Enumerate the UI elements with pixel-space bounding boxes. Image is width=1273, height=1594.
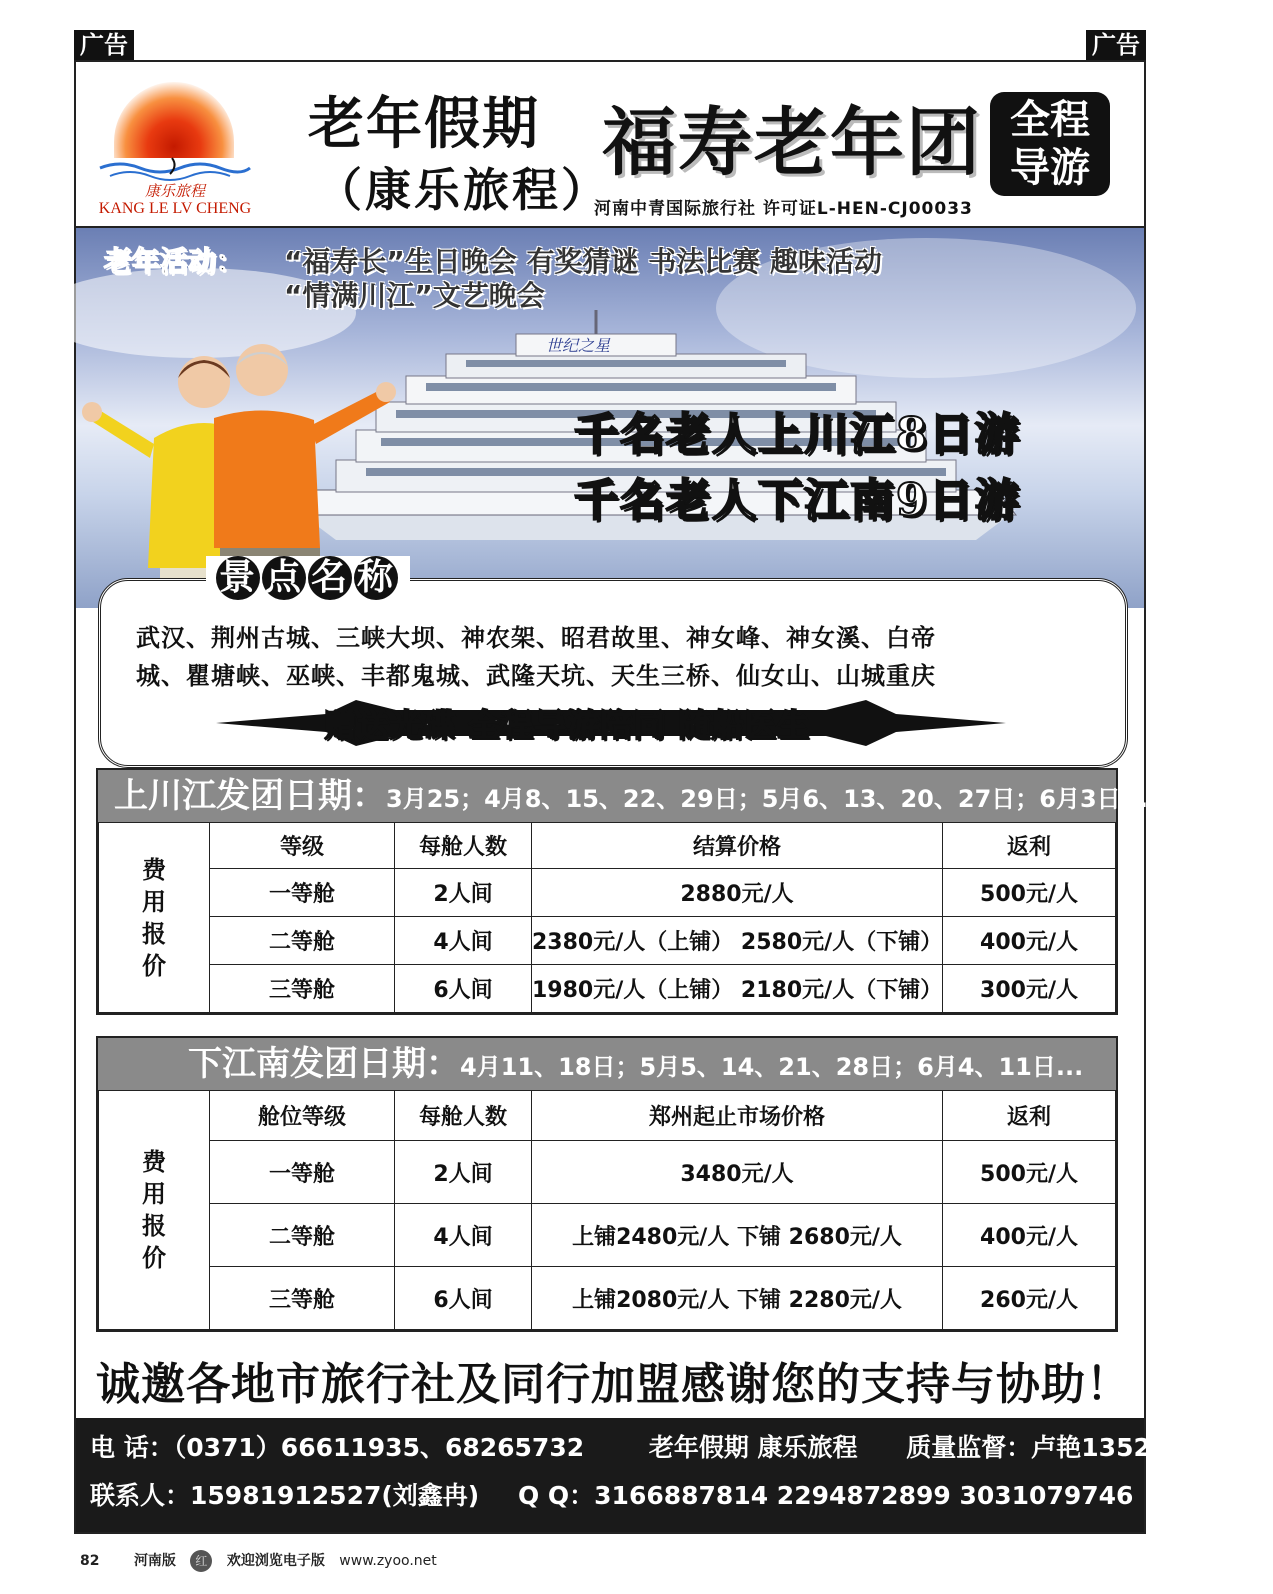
ad-header [76, 62, 1144, 228]
fee-label-char: 用 [142, 1180, 166, 1208]
cabin-occupancy: 6人间 [395, 965, 532, 1013]
rebate: 500元/人 [943, 1141, 1116, 1204]
cabin-occupancy: 2人间 [395, 1141, 532, 1204]
qq-numbers: 3166887814 2294872899 3031079746 [594, 1481, 1134, 1510]
scenic-spots-title [206, 556, 410, 600]
fee-label-char: 价 [142, 1244, 166, 1272]
tour-upstream-title: 千名老人上川江8日游 [574, 409, 1021, 460]
fee-label-char: 报 [142, 1212, 166, 1240]
table-row [99, 965, 1116, 1013]
upstream-price-grid [98, 822, 1116, 1013]
activities-line-1: “福寿长”生日晚会 有奖猜谜 书法比赛 趣味活动 [284, 245, 883, 278]
quality-supervisor: 质量监督：卢艳13526566431 [906, 1433, 1273, 1462]
scenic-title-char: 名 [308, 556, 352, 600]
edition-badge-icon: 红 [190, 1550, 212, 1572]
column-header: 每舱人数 [395, 1091, 532, 1141]
phone-line [90, 1428, 1273, 1464]
scenic-title-char: 点 [262, 556, 306, 600]
fee-quote-label [99, 1091, 210, 1330]
cabin-class: 二等舱 [210, 917, 395, 965]
ship-name: 世纪之星 [546, 336, 611, 355]
brand-title: 福寿老年团 [602, 100, 982, 186]
column-header: 返利 [943, 1091, 1116, 1141]
rebate: 400元/人 [943, 1204, 1116, 1267]
cabin-occupancy: 4人间 [395, 1204, 532, 1267]
upstream-dates-header [98, 770, 1149, 822]
table-header-row [99, 1091, 1116, 1141]
title-sub: （康乐旅程） [316, 163, 610, 217]
activities-line-2: “情满川江”文艺晚会 [284, 279, 545, 312]
settlement-price: 2380元/人（上铺） 2580元/人（下铺） [532, 917, 943, 965]
scenic-title-char: 称 [354, 556, 398, 600]
contact-label: 联系人： [90, 1481, 191, 1510]
downstream-dates-title: 下江南发团日期： [188, 1044, 460, 1084]
company-name: 老年假期 康乐旅程 [648, 1433, 858, 1462]
tour-downstream-title: 千名老人下江南9日游 [574, 475, 1021, 526]
guide-badge-line2: 导游 [1010, 145, 1090, 191]
page-footer [80, 1550, 437, 1572]
downstream-dates: 4月11、18日；5月5、14、21、28日；6月4、11日... [460, 1053, 1084, 1081]
cabin-class: 三等舱 [210, 1267, 395, 1330]
phone-label: 电 话： [90, 1433, 174, 1462]
rebate: 500元/人 [943, 869, 1116, 917]
downstream-price-grid [98, 1090, 1116, 1330]
phone-number[interactable]: （0371）66611935、68265732 [173, 1433, 585, 1462]
fee-label-char: 报 [142, 919, 166, 948]
cabin-class: 三等舱 [210, 965, 395, 1013]
upstream-price-table [96, 768, 1149, 1015]
scenic-spots-line-2: 城、瞿塘峡、巫峡、丰都鬼城、武隆天坑、天生三桥、仙女山、山城重庆 [136, 662, 936, 690]
wave-icon [100, 160, 250, 180]
settlement-price: 2880元/人 [532, 869, 943, 917]
logo-chinese-name: 康乐旅程 [144, 182, 205, 200]
fee-label-char: 费 [142, 855, 166, 884]
rebate: 300元/人 [943, 965, 1116, 1013]
column-header: 舱位等级 [210, 1091, 395, 1141]
website-link[interactable]: www.zyoo.net [339, 1553, 437, 1569]
fee-label-char: 价 [142, 951, 166, 980]
market-price: 3480元/人 [532, 1141, 943, 1204]
upstream-dates: 3月25；4月8、15、22、29日；5月6、13、20、27日；6月3日... [386, 785, 1149, 813]
column-header: 结算价格 [532, 823, 943, 869]
logo-english-name: KANG LE LV CHENG [98, 200, 252, 217]
rebate: 400元/人 [943, 917, 1116, 965]
table-header-row [99, 823, 1116, 869]
cabin-class: 一等舱 [210, 869, 395, 917]
downstream-dates-header [98, 1038, 1116, 1090]
table-row [99, 1141, 1116, 1204]
table-row [99, 869, 1116, 917]
column-header: 返利 [943, 823, 1116, 869]
ad-tag-right: 广告 [1086, 30, 1146, 60]
fee-label-char: 费 [142, 1148, 166, 1176]
contact-footer [76, 1418, 1273, 1532]
full-guide-badge [990, 92, 1110, 196]
hero-banner [76, 228, 1144, 608]
upstream-dates-title: 上川江发团日期： [114, 776, 386, 816]
browse-text: 欢迎浏览电子版 [226, 1553, 325, 1569]
downstream-price-table [96, 1036, 1118, 1332]
contact-line [90, 1476, 1133, 1512]
edition-name: 河南版 [133, 1553, 176, 1569]
table-row [99, 1267, 1116, 1330]
cabin-occupancy: 4人间 [395, 917, 532, 965]
closing-invitation: 诚邀各地市旅行社及同行加盟感谢您的支持与协助！ [96, 1359, 1131, 1410]
column-header: 郑州起止市场价格 [532, 1091, 943, 1141]
scenic-title-char: 景 [216, 556, 260, 600]
page-number: 82 [80, 1553, 100, 1569]
cabin-class: 二等舱 [210, 1204, 395, 1267]
table-row [99, 1204, 1116, 1267]
cabin-occupancy: 2人间 [395, 869, 532, 917]
sun-icon [114, 82, 234, 158]
settlement-price: 1980元/人（上铺） 2180元/人（下铺） [532, 965, 943, 1013]
rebate: 260元/人 [943, 1267, 1116, 1330]
market-price: 上铺2480元/人 下铺 2680元/人 [532, 1204, 943, 1267]
table-row [99, 917, 1116, 965]
market-price: 上铺2080元/人 下铺 2280元/人 [532, 1267, 943, 1330]
activities-label: 老年活动： [104, 245, 245, 278]
cabin-class: 一等舱 [210, 1141, 395, 1204]
service-slogan: 赠送光碟 全程导游陪同 随船医生 [324, 706, 811, 744]
column-header: 每舱人数 [395, 823, 532, 869]
contact-person[interactable]: 15981912527(刘鑫冉) [190, 1481, 480, 1510]
title-main: 老年假期 [308, 92, 540, 157]
ad-tag-left: 广告 [74, 30, 134, 60]
license-info: 河南中青国际旅行社 许可证L-HEN-CJ00033 [594, 199, 973, 219]
cabin-occupancy: 6人间 [395, 1267, 532, 1330]
company-logo [90, 76, 260, 216]
qq-label: Q Q： [517, 1481, 595, 1510]
scenic-spots-line-1: 武汉、荆州古城、三峡大坝、神农架、昭君故里、神女峰、神女溪、白帝 [136, 624, 936, 652]
advertisement [74, 60, 1273, 1534]
fee-label-char: 用 [142, 887, 166, 916]
fee-quote-label [99, 823, 210, 1013]
guide-badge-line1: 全程 [1010, 97, 1090, 143]
column-header: 等级 [210, 823, 395, 869]
